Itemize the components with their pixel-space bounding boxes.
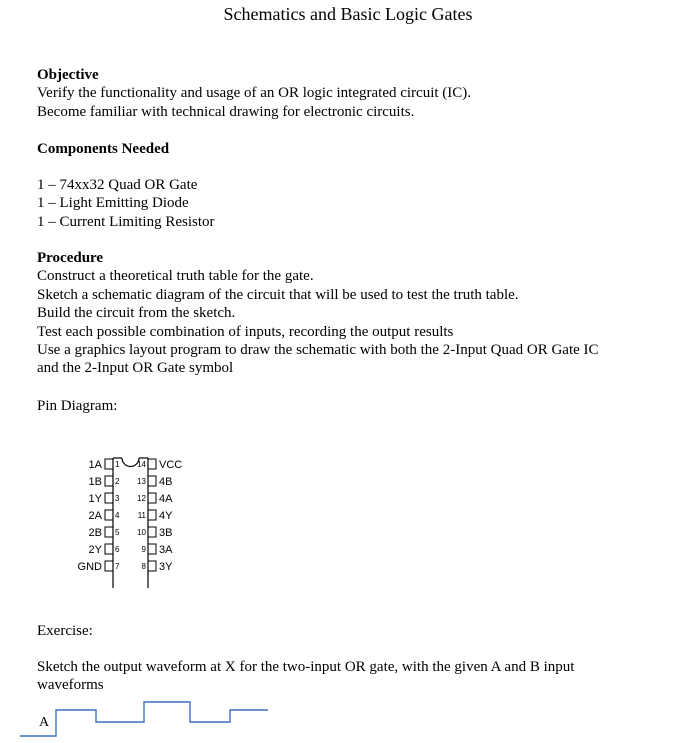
procedure-step: Build the circuit from the sketch.	[37, 305, 236, 322]
components-list	[37, 176, 215, 231]
pin-box-3	[105, 493, 113, 503]
components-heading: Components Needed	[37, 141, 170, 157]
components-section	[37, 140, 169, 158]
waveform-a	[20, 698, 280, 743]
page-title: Schematics and Basic Logic Gates	[223, 4, 473, 24]
pin-name-2a: 2A	[88, 510, 102, 522]
pin-name-3y: 3Y	[159, 561, 173, 573]
pin-number-5: 5	[115, 528, 120, 537]
procedure-step: Construct a theoretical truth table for the gate.	[37, 268, 314, 285]
pin-number-2: 2	[115, 477, 120, 486]
pin-name-vcc: VCC	[159, 459, 183, 471]
right-pins	[137, 459, 182, 573]
pin-box-12	[148, 493, 156, 503]
pin-name-1b: 1B	[88, 476, 102, 488]
pin-number-7: 7	[115, 562, 120, 571]
pin-number-13: 13	[137, 477, 146, 486]
pin-box-7	[105, 561, 113, 571]
pin-box-11	[148, 510, 156, 520]
pin-name-2y: 2Y	[88, 544, 102, 556]
waveform-line	[20, 702, 268, 736]
pin-diagram	[50, 450, 220, 600]
pin-number-10: 10	[137, 528, 146, 537]
pin-number-3: 3	[115, 494, 120, 503]
pin-name-gnd: GND	[77, 561, 102, 573]
pin-number-8: 8	[141, 562, 146, 571]
pin-name-4b: 4B	[159, 476, 173, 488]
pin-number-6: 6	[115, 545, 120, 554]
pin-name-3a: 3A	[159, 544, 173, 556]
objective-section	[37, 66, 471, 121]
pin-name-4a: 4A	[159, 493, 173, 505]
procedure-heading: Procedure	[37, 250, 104, 266]
objective-line: Become familiar with technical drawing for electronic circuits.	[37, 103, 415, 120]
objective-line: Verify the functionality and usage of an OR logic integrated circuit (IC).	[37, 85, 472, 102]
pin-box-5	[105, 527, 113, 537]
exercise-line: Sketch the output waveform at X for the two-input OR gate, with the given A and B input	[37, 659, 575, 675]
pin-box-10	[148, 527, 156, 537]
procedure-section	[37, 249, 599, 378]
pin-name-3b: 3B	[159, 527, 173, 539]
left-pins	[78, 459, 120, 573]
objective-heading: Objective	[37, 67, 99, 83]
pin-number-9: 9	[141, 545, 146, 554]
exercise-heading: Exercise:	[37, 623, 93, 639]
pin-number-1: 1	[115, 460, 120, 469]
pin-box-1	[105, 459, 113, 469]
pin-box-9	[148, 544, 156, 554]
component-item: 1 – Current Limiting Resistor	[37, 213, 215, 230]
pin-box-2	[105, 476, 113, 486]
pin-box-8	[148, 561, 156, 571]
procedure-step: Use a graphics layout program to draw the schematic with both the 2-Input Quad OR Gate IC	[37, 342, 599, 359]
pin-number-14: 14	[137, 460, 146, 469]
component-item: 1 – 74xx32 Quad OR Gate	[37, 177, 198, 193]
pin-name-2b: 2B	[88, 527, 102, 539]
pin-name-4y: 4Y	[159, 510, 173, 522]
waveform-label: A	[39, 715, 50, 730]
pin-number-12: 12	[137, 494, 146, 503]
pin-box-4	[105, 510, 113, 520]
exercise-text	[37, 658, 574, 695]
procedure-step: Sketch a schematic diagram of the circuit that will be used to test the truth table.	[37, 286, 519, 303]
procedure-step: Test each possible combination of inputs, recording the output results	[37, 323, 454, 340]
pin-box-14	[148, 459, 156, 469]
procedure-step: and the 2-Input OR Gate symbol	[37, 360, 234, 377]
pin-box-13	[148, 476, 156, 486]
component-item: 1 – Light Emitting Diode	[37, 195, 189, 212]
pin-number-4: 4	[115, 511, 120, 520]
pin-name-1a: 1A	[88, 459, 102, 471]
pin-name-1y: 1Y	[88, 493, 102, 505]
pin-number-11: 11	[137, 511, 146, 520]
exercise-line: waveforms	[37, 677, 104, 694]
pin-box-6	[105, 544, 113, 554]
pin-diagram-label: Pin Diagram:	[37, 398, 118, 414]
